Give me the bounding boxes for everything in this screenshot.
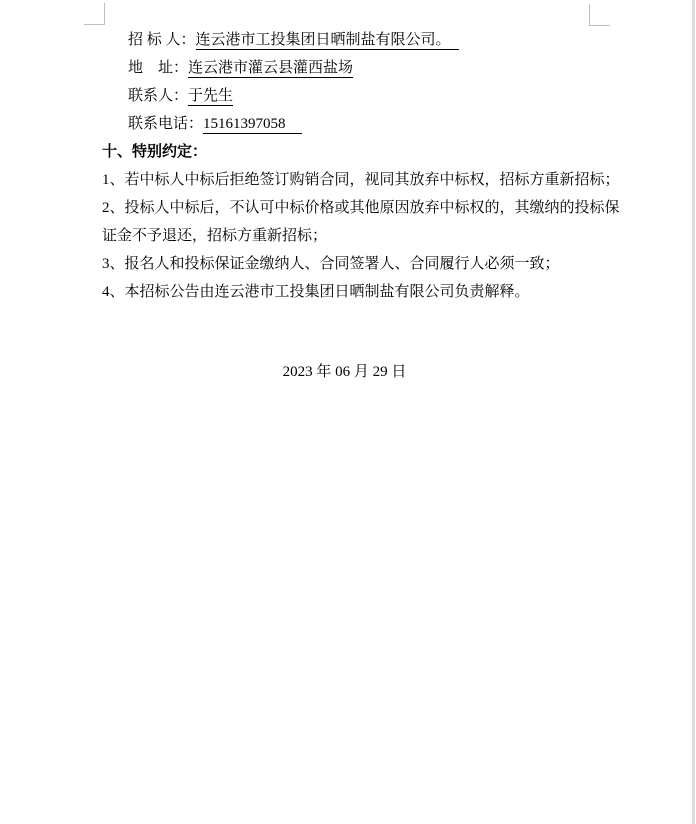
contact-label: 招 标 人： xyxy=(128,32,196,48)
contact-value: 于先生 xyxy=(188,88,234,104)
section-heading: 十、特别约定： xyxy=(102,144,208,160)
page-right-edge xyxy=(692,0,695,824)
text-boundary-mark-top-right-icon xyxy=(589,4,610,26)
contact-label: 地 址： xyxy=(128,60,189,76)
provisions-block xyxy=(102,166,622,306)
contact-line xyxy=(102,110,622,138)
contact-value: 连云港市灌云县灌西盐场 xyxy=(188,60,354,76)
contact-line xyxy=(102,54,622,82)
contact-info-block xyxy=(102,26,622,138)
contact-label: 联系电话： xyxy=(128,116,204,132)
contact-line xyxy=(102,26,622,54)
contact-label: 联系人： xyxy=(128,88,189,104)
document-date: 2023 年 06 月 29 日 xyxy=(282,364,407,380)
contact-value: 连云港市工投集团日晒制盐有限公司。 xyxy=(196,32,459,50)
contact-value: 15161397058 xyxy=(203,116,302,134)
provision-line: 3、报名人和投标保证金缴纳人、合同签署人、合同履行人必须一致； xyxy=(102,256,560,272)
provision-line: 证金不予退还，招标方重新招标； xyxy=(102,228,328,244)
provision-line: 1、若中标人中标后拒绝签订购销合同，视同其放弃中标权，招标方重新招标； xyxy=(102,172,620,188)
contact-line xyxy=(102,82,622,110)
provision-line: 4、本招标公告由连云港市工投集团日晒制盐有限公司负责解释。 xyxy=(102,284,530,300)
provision-line: 2、投标人中标后，不认可中标价格或其他原因放弃中标权的，其缴纳的投标保 xyxy=(102,200,620,216)
text-boundary-mark-top-left-icon xyxy=(84,3,105,25)
document-content xyxy=(102,26,622,386)
